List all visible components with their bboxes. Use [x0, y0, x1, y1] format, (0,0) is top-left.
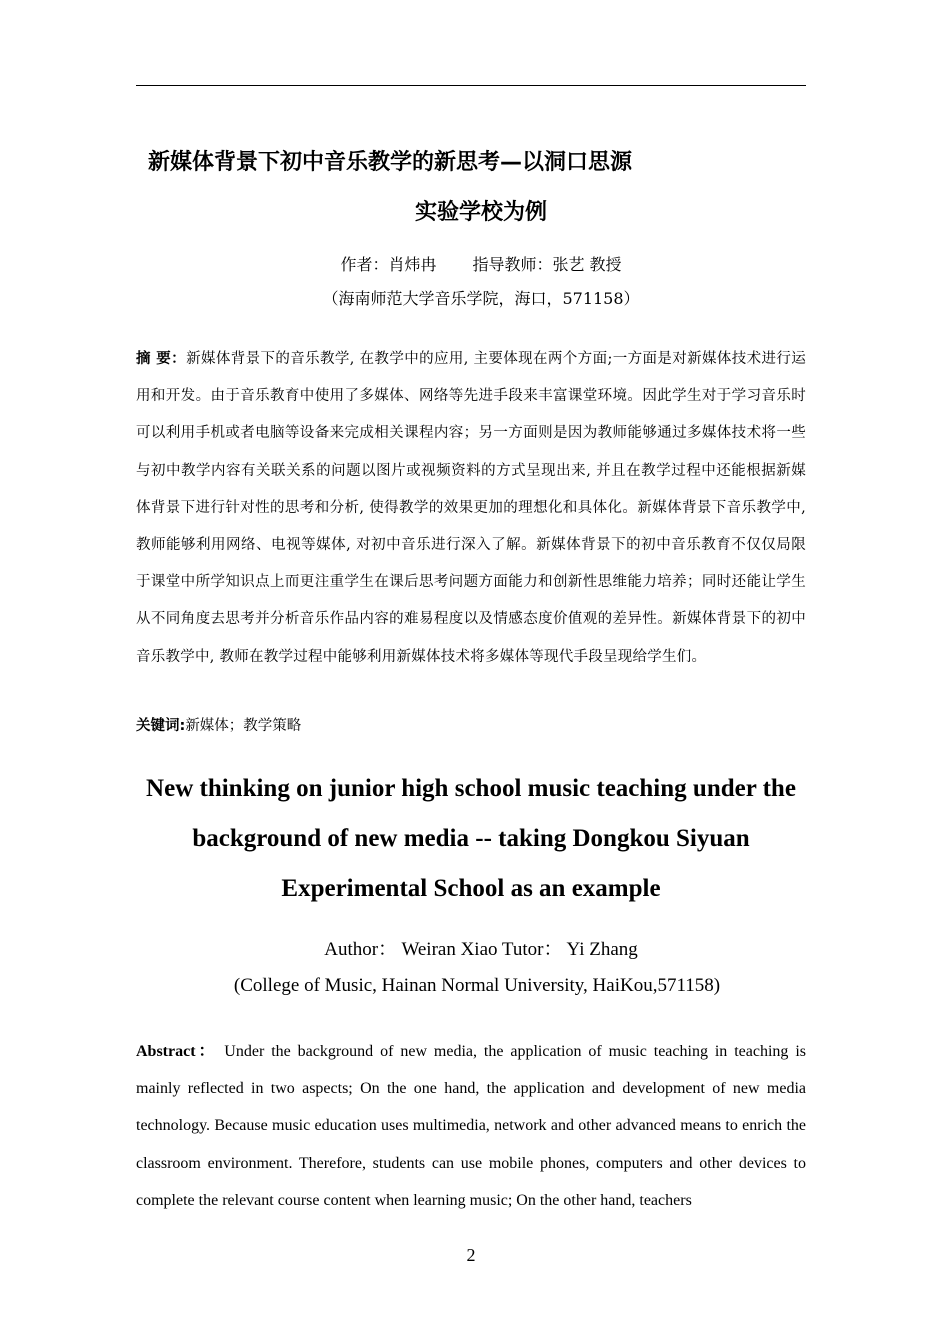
header-rule — [136, 85, 806, 86]
chinese-author-line — [136, 254, 826, 276]
chinese-abstract — [136, 341, 806, 676]
english-abstract-label: Abstract： — [136, 1043, 218, 1060]
chinese-tutor: 指导教师：张艺 教授 — [472, 255, 622, 274]
chinese-author: 作者：肖炜冉 — [340, 255, 437, 274]
english-title-line-3: Experimental School as an example — [281, 875, 661, 902]
chinese-keywords-text: 新媒体；教学策略 — [185, 718, 302, 734]
chinese-abstract-text: 新媒体背景下的音乐教学, 在教学中的应用, 主要体现在两个方面;一方面是对新媒体技术进行运用和开发。由于音乐教育中使用了多媒体、网络等先进手段来丰富课堂环境。因此学生对于学习音乐时可以利用手机或者电脑等设备来完成相关课程内容；另一方面则是因为教师能够通过多媒体技术将一些与初中教学内容有关联关系的问题以图片或视频资料的方式呈现出来, 并且在教学过程中还能根据新媒体背景下进行针对性的思考和分析, 使得教学的效果更加的理想化和具体化。新媒体背景下音乐教学中, 教师能够利用网络、电视等媒体, 对初中音乐进行深入了解。新媒体背景下的初中音乐教育不仅仅局限于课堂中所学知识点上而更注重学生在课后思考问题方面能力和创新性思维能力培养；同时还能让学生从不同角度去思考并分析音乐作品内容的难易程度以及情感态度价值观的差异性。新媒体背景下的初中音乐教学中, 教师在教学过程中能够利用新媒体技术将多媒体等现代手段呈现给学生们。 — [136, 351, 806, 665]
english-affiliation: (College of Music, Hainan Normal University, HaiKou,571158) — [233, 975, 721, 996]
english-abstract-text: Under the background of new media, the application of music teaching in teaching is mainly reflected in two aspects; On the one hand, the application and development of new media technology. Because music education uses multimedia, network and other advanced means to enrich the classroom environment. Therefore, students can use mobile phones, computers and other devices to complete the relevant course content when learning music; On the other hand, teachers — [136, 1043, 806, 1209]
english-title-line-2: background of new media -- taking Dongkou Siyuan — [192, 825, 750, 852]
english-abstract — [136, 1033, 806, 1219]
chinese-affiliation: （海南师范大学音乐学院，海口，571158） — [322, 289, 640, 308]
chinese-abstract-label: 摘 要： — [136, 351, 187, 367]
english-title-line-1: New thinking on junior high school music teaching under the — [146, 775, 796, 802]
chinese-keywords — [136, 714, 806, 738]
english-author-line: Author： Weiran Xiao Tutor： Yi Zhang — [324, 939, 638, 960]
chinese-title-line-1: 新媒体背景下初中音乐教学的新思考—以洞口思源 — [148, 150, 633, 175]
page-number: 2 — [466, 1245, 476, 1265]
chinese-keywords-label: 关键词: — [136, 718, 186, 734]
chinese-title-line-2: 实验学校为例 — [414, 200, 547, 225]
